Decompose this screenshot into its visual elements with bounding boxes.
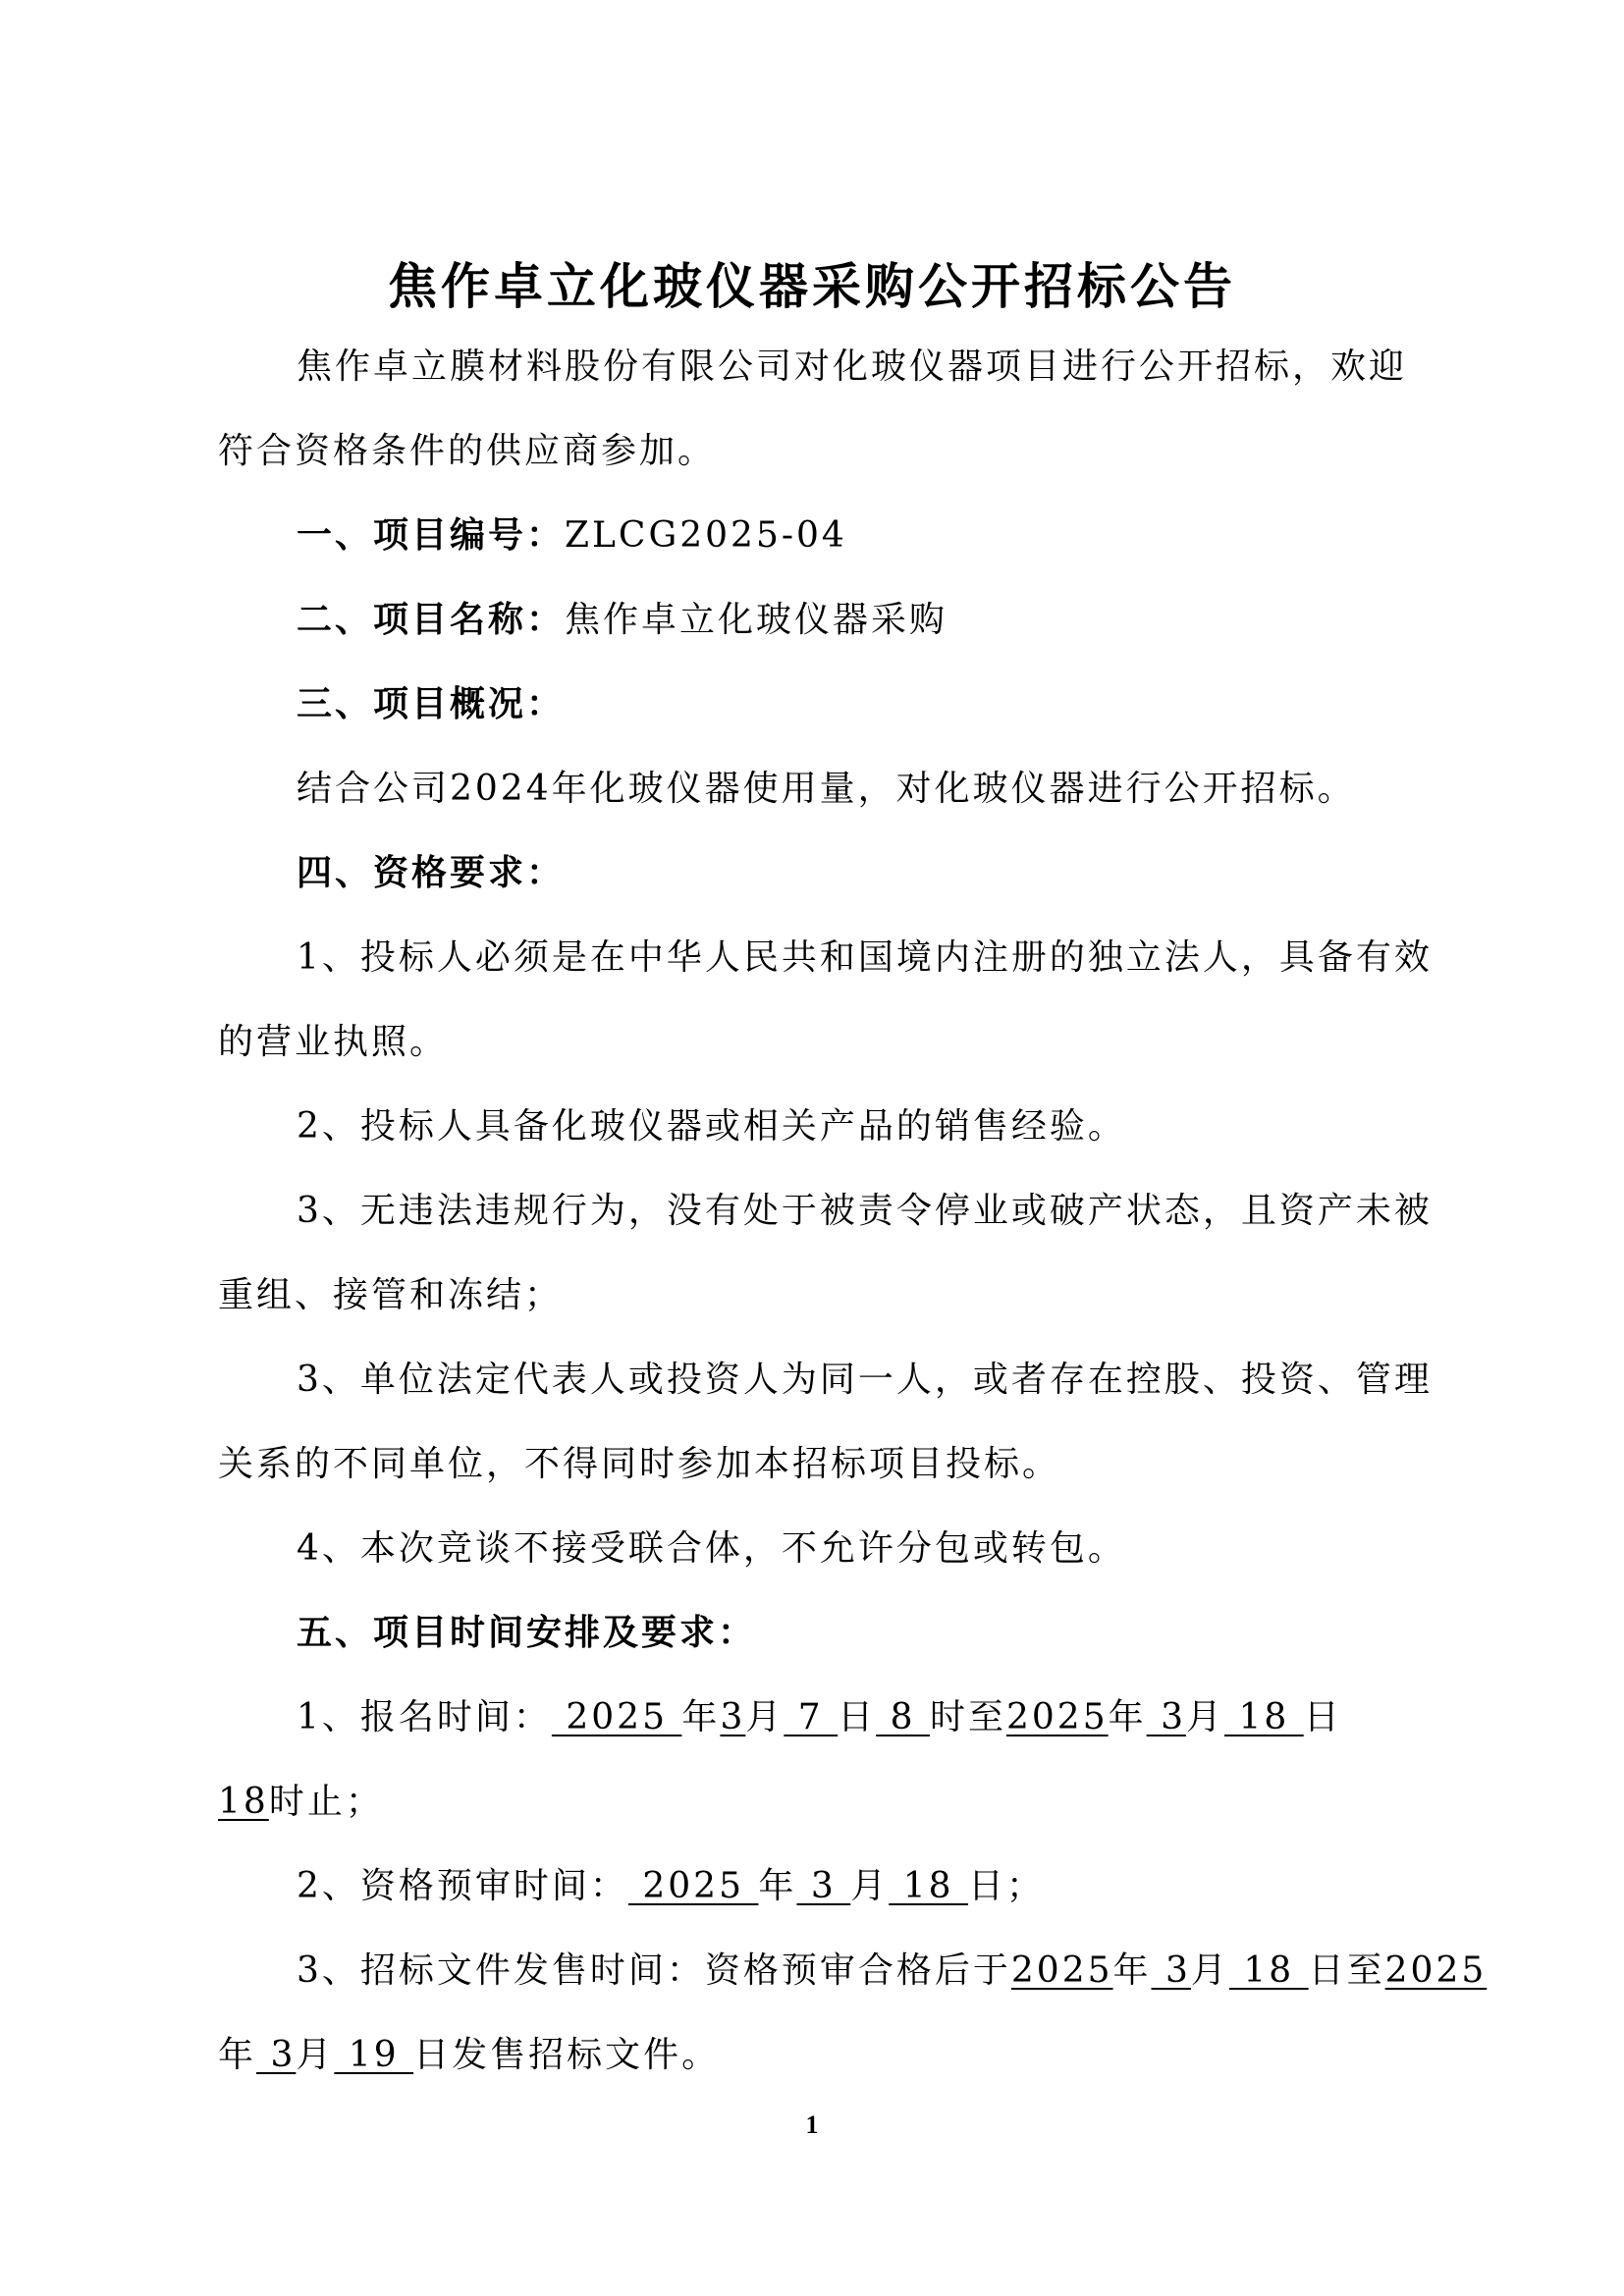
intro-line-2: 符合资格条件的供应商参加。 <box>218 431 717 471</box>
text-month: 月 <box>850 1866 890 1906</box>
reg-end-day: 18 <box>1224 1697 1304 1737</box>
requirement-4-line-2: 关系的不同单位，不得同时参加本招标项目投标。 <box>218 1444 1061 1484</box>
requirement-2: 2、投标人具备化玻仪器或相关产品的销售经验。 <box>297 1106 1126 1147</box>
reg-start-year: 2025 <box>551 1697 682 1737</box>
text-month: 月 <box>296 2035 335 2075</box>
page-number: 1 <box>805 2110 819 2139</box>
text-day-end: 日； <box>967 1866 1045 1906</box>
requirement-3-line-1: 3、无违法违规行为，没有处于被责令停业或破产状态，且资产未被 <box>297 1191 1433 1231</box>
project-number: ZLCG2025-04 <box>565 515 847 556</box>
reg-start-day: 7 <box>784 1697 839 1737</box>
text-year: 年 <box>218 2035 257 2075</box>
reg-end-hour: 18 <box>218 1782 269 1822</box>
section-4-heading: 四、资格要求： <box>297 853 566 893</box>
text-year: 年 <box>1112 1950 1152 1991</box>
sale-label: 3、招标文件发售时间：资格预审合格后于 <box>297 1950 1011 1991</box>
section-5-heading: 五、项目时间安排及要求： <box>297 1613 757 1653</box>
reg-start-hour: 8 <box>876 1697 930 1737</box>
reg-end-month: 3 <box>1146 1697 1186 1737</box>
text-year: 年 <box>758 1866 797 1906</box>
text-day-to: 日至 <box>1308 1950 1385 1991</box>
requirement-5: 4、本次竞谈不接受联合体，不允许分包或转包。 <box>297 1528 1126 1569</box>
intro-line-1: 焦作卓立膜材料股份有限公司对化玻仪器项目进行公开招标，欢迎 <box>297 347 1408 387</box>
section-1 <box>297 514 847 558</box>
sale-start-month: 3 <box>1151 1950 1191 1991</box>
text-month: 月 <box>745 1697 785 1737</box>
document-sale-time-line-1 <box>297 1949 1487 1993</box>
sale-start-year: 2025 <box>1010 1950 1113 1991</box>
text-hour-to: 时至 <box>929 1697 1006 1737</box>
text-sale-end: 日发售招标文件。 <box>413 2035 721 2075</box>
prequalification-label: 2、资格预审时间： <box>297 1866 628 1906</box>
text-year: 年 <box>681 1697 721 1737</box>
text-year: 年 <box>1108 1697 1147 1737</box>
project-name: 焦作卓立化玻仪器采购 <box>565 600 948 640</box>
requirement-3-line-2: 重组、接管和冻结； <box>218 1275 564 1315</box>
registration-time-line-1 <box>297 1696 1342 1739</box>
pre-month: 3 <box>796 1866 851 1906</box>
requirement-1-line-2: 的营业执照。 <box>218 1022 449 1062</box>
section-3-text: 结合公司2024年化玻仪器使用量，对化玻仪器进行公开招标。 <box>297 769 1356 809</box>
page-title: 焦作卓立化玻仪器采购公开招标公告 <box>388 258 1236 315</box>
document-sale-time-line-2 <box>218 2034 720 2077</box>
section-3-heading: 三、项目概况： <box>297 684 566 724</box>
sale-end-month: 3 <box>256 2035 297 2075</box>
section-1-heading: 一、项目编号： <box>297 515 566 556</box>
text-day: 日 <box>838 1697 877 1737</box>
text-month: 月 <box>1185 1697 1224 1737</box>
registration-time-line-2 <box>218 1781 384 1824</box>
sale-start-day: 18 <box>1228 1950 1309 1991</box>
prequalification-time <box>297 1865 1045 1908</box>
section-2-heading: 二、项目名称： <box>297 600 566 640</box>
reg-end-year: 2025 <box>1005 1697 1109 1737</box>
pre-year: 2025 <box>627 1866 759 1906</box>
sale-end-year: 2025 <box>1384 1950 1488 1991</box>
section-2 <box>297 599 947 642</box>
requirement-4-line-1: 3、单位法定代表人或投资人为同一人，或者存在控股、投资、管理 <box>297 1360 1433 1400</box>
sale-end-day: 19 <box>334 2035 414 2075</box>
text-hour-end: 时止； <box>268 1782 384 1822</box>
reg-start-month: 3 <box>720 1697 746 1737</box>
pre-day: 18 <box>889 1866 968 1906</box>
requirement-1-line-1: 1、投标人必须是在中华人民共和国境内注册的独立法人，具备有效 <box>297 937 1433 978</box>
text-month: 月 <box>1190 1950 1229 1991</box>
text-day: 日 <box>1303 1697 1342 1737</box>
registration-label: 1、报名时间： <box>297 1697 552 1737</box>
